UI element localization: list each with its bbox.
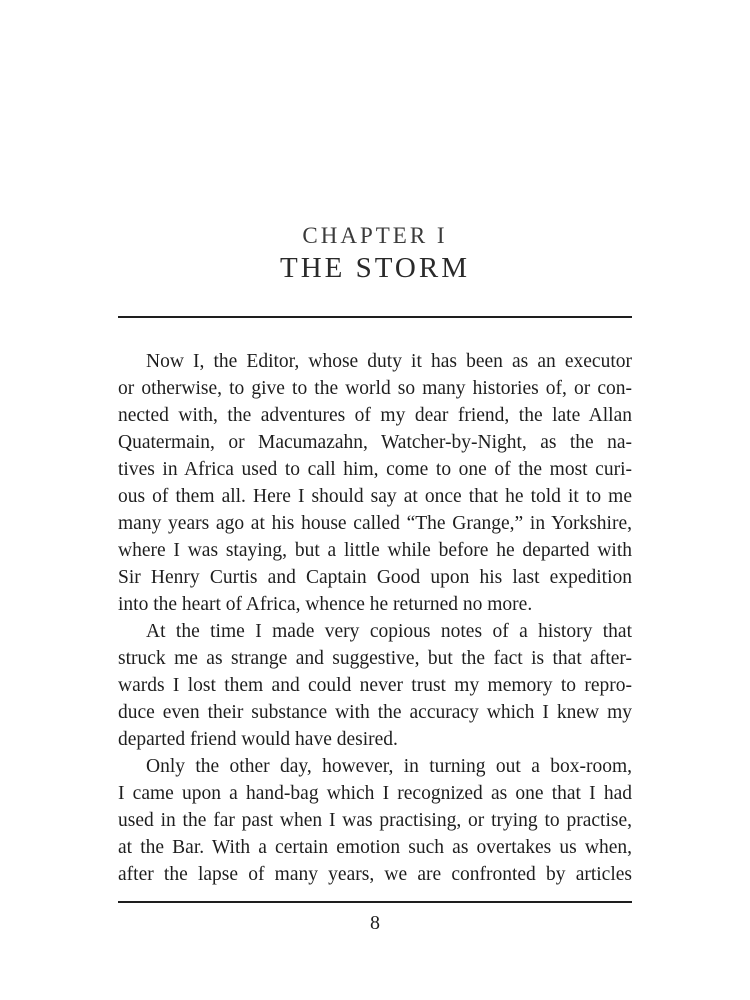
chapter-title: THE STORM	[279, 252, 470, 284]
text-line: Quatermain, or Macumazahn, Watcher-by-Night, as the na-	[118, 432, 632, 453]
text-line: struck me as strange and suggestive, but the fact is that after-	[118, 648, 632, 669]
text-line: used in the far past when I was practising, or trying to practise,	[118, 810, 632, 831]
text-line: departed friend would have desired.	[118, 729, 398, 750]
paragraph-3	[118, 753, 632, 888]
text-line: Sir Henry Curtis and Captain Good upon his last expedition	[118, 567, 632, 588]
body-text	[118, 348, 632, 888]
paragraph-2	[118, 618, 632, 753]
text-line: nected with, the adventures of my dear friend, the late Allan	[118, 405, 632, 426]
text-line: duce even their substance with the accuracy which I knew my	[118, 702, 632, 723]
text-line: ous of them all. Here I should say at once that he told it to me	[118, 486, 632, 507]
text-line: after the lapse of many years, we are confronted by articles	[118, 864, 632, 885]
text-line: tives in Africa used to call him, come to one of the most curi-	[118, 459, 632, 480]
bottom-rule	[118, 901, 632, 903]
text-line: wards I lost them and could never trust my memory to repro-	[118, 675, 632, 696]
text-line: many years ago at his house called “The Grange,” in Yorkshire,	[118, 513, 632, 534]
text-line: I came upon a hand-bag which I recognized as one that I had	[118, 783, 632, 804]
text-line: at the Bar. With a certain emotion such as overtakes us when,	[118, 837, 632, 858]
paragraph-1	[118, 348, 632, 618]
text-line: Only the other day, however, in turning out a box-room,	[146, 756, 632, 777]
top-rule	[118, 316, 632, 318]
text-line: into the heart of Africa, whence he returned no more.	[118, 594, 533, 615]
text-line: Now I, the Editor, whose duty it has been as an executor	[146, 351, 632, 372]
page-number: 8	[370, 912, 380, 934]
text-line: At the time I made very copious notes of a history that	[146, 621, 632, 642]
text-line: or otherwise, to give to the world so many histories of, or con-	[118, 378, 632, 399]
chapter-label: CHAPTER I	[302, 223, 448, 248]
text-line: where I was staying, but a little while before he departed with	[118, 540, 632, 561]
